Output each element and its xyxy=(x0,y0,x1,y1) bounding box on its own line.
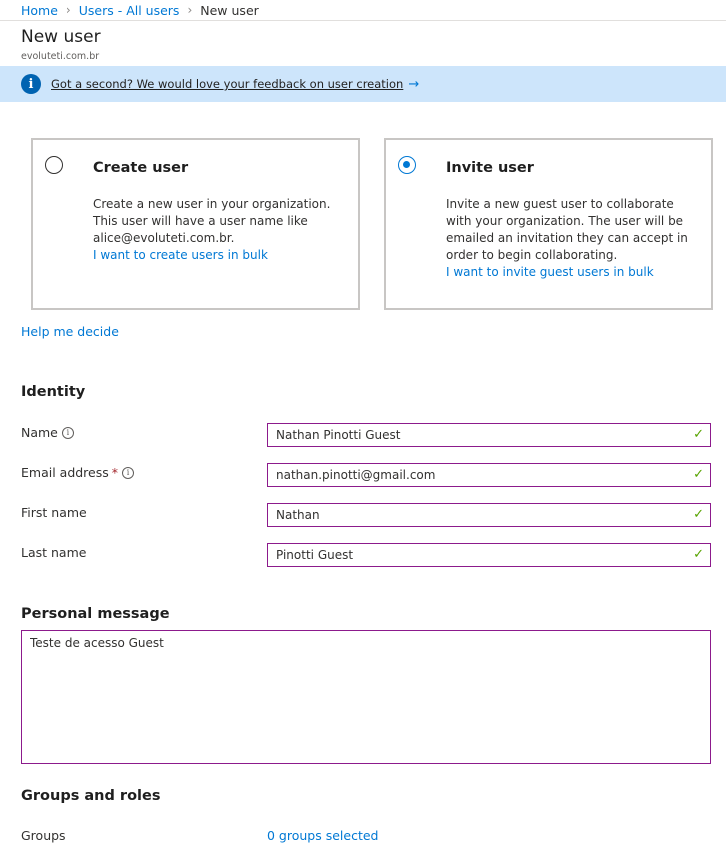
last-name-field[interactable] xyxy=(276,548,676,562)
page-title: New user xyxy=(21,27,101,47)
groups-selected-link[interactable]: 0 groups selected xyxy=(267,828,379,843)
breadcrumb-current: New user xyxy=(200,2,259,18)
checkmark-icon: ✓ xyxy=(693,507,704,522)
email-field[interactable] xyxy=(276,468,676,482)
feedback-banner xyxy=(0,66,726,102)
create-user-radio[interactable] xyxy=(45,156,63,174)
invite-user-text: Invite a new guest user to collaborate with your organization. The user will be emailed an invitation they can accept in order to begin collaborating. xyxy=(446,197,688,262)
breadcrumb-users[interactable]: Users - All users xyxy=(78,2,180,18)
page-subtitle: evoluteti.com.br xyxy=(21,51,100,62)
required-indicator: * xyxy=(111,465,119,480)
last-name-input[interactable] xyxy=(267,543,711,567)
name-field[interactable] xyxy=(276,428,676,442)
email-label-text: Email address xyxy=(21,465,109,480)
breadcrumb-home[interactable]: Home xyxy=(21,2,58,18)
arrow-right-icon[interactable]: → xyxy=(408,76,420,92)
create-user-option[interactable] xyxy=(31,138,360,310)
chevron-right-icon: › xyxy=(187,3,193,17)
first-name-input[interactable] xyxy=(267,503,711,527)
email-label xyxy=(21,465,134,480)
help-me-decide-link[interactable]: Help me decide xyxy=(21,324,119,339)
invite-user-description xyxy=(446,196,701,281)
personal-message-title: Personal message xyxy=(21,606,170,622)
personal-message-box[interactable] xyxy=(21,630,711,764)
name-input[interactable] xyxy=(267,423,711,447)
feedback-link[interactable]: Got a second? We would love your feedback on user creation xyxy=(51,77,404,91)
create-user-title: Create user xyxy=(93,160,189,176)
breadcrumb xyxy=(21,0,259,20)
first-name-label xyxy=(21,505,87,520)
groups-roles-title: Groups and roles xyxy=(21,788,161,804)
groups-label: Groups xyxy=(21,828,66,843)
first-name-label-text: First name xyxy=(21,505,87,520)
first-name-field[interactable] xyxy=(276,508,676,522)
personal-message-input[interactable] xyxy=(30,636,700,756)
info-icon[interactable]: i xyxy=(62,427,74,439)
header-divider xyxy=(0,20,726,21)
create-user-description xyxy=(93,196,343,264)
invite-user-radio[interactable] xyxy=(398,156,416,174)
last-name-label-text: Last name xyxy=(21,545,87,560)
checkmark-icon: ✓ xyxy=(693,547,704,562)
create-bulk-link[interactable]: I want to create users in bulk xyxy=(93,248,268,262)
name-label xyxy=(21,425,74,440)
info-icon: i xyxy=(21,74,41,94)
invite-user-option[interactable] xyxy=(384,138,713,310)
email-input[interactable] xyxy=(267,463,711,487)
name-label-text: Name xyxy=(21,425,58,440)
identity-section-title: Identity xyxy=(21,384,86,400)
create-user-text: Create a new user in your organization. This user will have a user name like alice@evoluteti.com.br. xyxy=(93,197,331,245)
invite-user-title: Invite user xyxy=(446,160,534,176)
last-name-label xyxy=(21,545,86,560)
checkmark-icon: ✓ xyxy=(693,427,704,442)
invite-bulk-link[interactable]: I want to invite guest users in bulk xyxy=(446,265,654,279)
info-icon[interactable]: i xyxy=(122,467,134,479)
chevron-right-icon: › xyxy=(65,3,71,17)
checkmark-icon: ✓ xyxy=(693,467,704,482)
